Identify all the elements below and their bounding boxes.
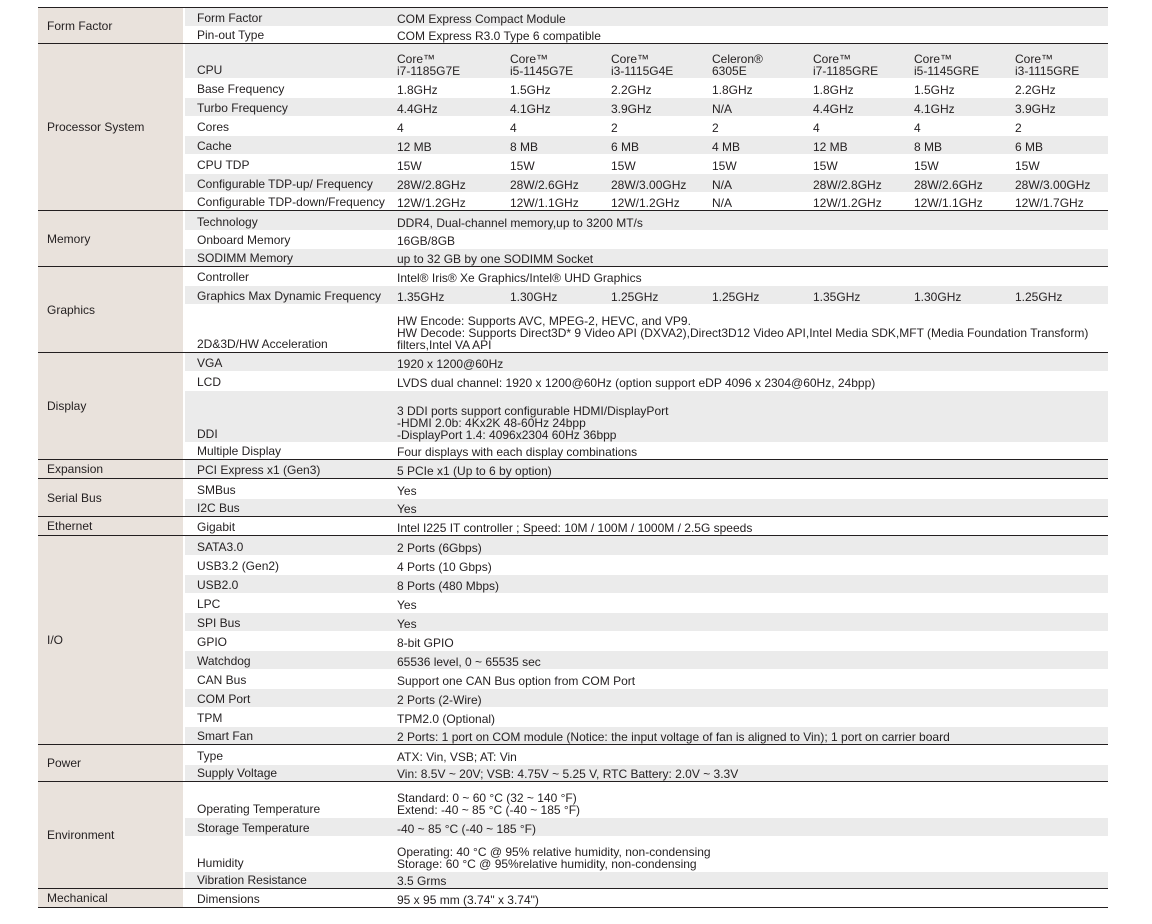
- spec-value-cell: 3.9GHz: [1015, 102, 1056, 116]
- table-row: [185, 555, 1108, 574]
- table-row: [185, 135, 1108, 154]
- spec-value: Support one CAN Bus option from COM Port: [397, 674, 636, 688]
- spec-value-cell: 1.35GHz: [813, 290, 861, 304]
- spec-label: Pin-out Type: [197, 28, 265, 42]
- spec-label: Type: [197, 749, 224, 763]
- spec-label: USB3.2 (Gen2): [197, 559, 280, 573]
- spec-label: 2D&3D/HW Acceleration: [197, 337, 328, 351]
- spec-value: Yes: [397, 617, 417, 631]
- spec-label: Watchdog: [197, 654, 251, 668]
- spec-rows: [185, 44, 1108, 210]
- spec-label: Base Frequency: [197, 82, 285, 96]
- table-row: [185, 889, 1108, 907]
- section-form-factor: [38, 7, 1108, 44]
- spec-label: Vibration Resistance: [197, 873, 307, 887]
- spec-label: Supply Voltage: [197, 766, 278, 780]
- spec-value-cell: Core™ i3-1115G4E: [611, 52, 674, 78]
- spec-rows: [185, 889, 1108, 907]
- spec-value: 16GB/8GB: [397, 234, 456, 248]
- spec-label: COM Port: [197, 692, 251, 706]
- spec-rows: [185, 211, 1108, 266]
- spec-label: Turbo Frequency: [197, 101, 288, 115]
- spec-value-cell: 1.30GHz: [914, 290, 962, 304]
- spec-value: ATX: Vin, VSB; AT: Vin: [397, 750, 517, 764]
- table-row: [185, 871, 1108, 888]
- table-row: [185, 248, 1108, 266]
- spec-value-cell: 15W: [813, 159, 838, 173]
- category-label: Power: [38, 745, 185, 781]
- spec-rows: [185, 536, 1108, 744]
- spec-value-cell: 12W/1.1GHz: [510, 196, 579, 210]
- table-row: [185, 44, 1108, 78]
- spec-value-cell: Core™ i5-1145G7E: [510, 52, 574, 78]
- spec-label: Technology: [197, 215, 258, 229]
- spec-label: Smart Fan: [197, 729, 254, 743]
- spec-label: Controller: [197, 270, 250, 284]
- spec-label: DDI: [197, 427, 218, 441]
- spec-value-cell: 1.5GHz: [914, 83, 955, 97]
- spec-value-cell: 28W/3.00GHz: [611, 178, 687, 192]
- table-row: [185, 442, 1108, 459]
- spec-value-columns: [385, 179, 1116, 191]
- spec-value-cell: 2.2GHz: [1015, 83, 1056, 97]
- spec-rows: [185, 745, 1108, 781]
- table-row: [185, 817, 1108, 836]
- table-row: [185, 479, 1108, 498]
- table-row: [185, 390, 1108, 442]
- spec-label: Gigabit: [197, 520, 236, 534]
- spec-value-cell: 2: [712, 121, 719, 135]
- spec-label: USB2.0: [197, 578, 239, 592]
- section-i-o: [38, 536, 1108, 745]
- spec-value-cell: 12 MB: [397, 140, 432, 154]
- spec-value-columns: [385, 291, 1116, 303]
- spec-value: HW Encode: Supports AVC, MPEG-2, HEVC, and VP9. HW Decode: Supports Direct3D* 9 Video API (DXVA2),Direct3D12 Video API,Intel Media SDK,MFT (Media Foundation Transform) filters,Intel VA API: [397, 314, 1089, 352]
- table-row: [185, 173, 1108, 192]
- table-row: [185, 726, 1108, 744]
- spec-value-cell: 4 MB: [712, 140, 741, 154]
- spec-value-cell: Celeron® 6305E: [712, 52, 763, 78]
- table-row: [185, 707, 1108, 726]
- spec-rows: [185, 460, 1108, 478]
- spec-label: LPC: [197, 597, 221, 611]
- category-label: Display: [38, 353, 185, 459]
- spec-value: 2 Ports: 1 port on COM module (Notice: the input voltage of fan is aligned to Vin); 1 port on carrier board: [397, 730, 950, 744]
- category-label: Environment: [38, 782, 185, 888]
- table-row: [185, 267, 1108, 285]
- category-label: Mechanical: [38, 889, 185, 907]
- spec-label: SPI Bus: [197, 616, 241, 630]
- spec-value-cell: 15W: [1015, 159, 1040, 173]
- spec-value: Yes: [397, 502, 417, 516]
- spec-value-cell: 12W/1.2GHz: [813, 196, 882, 210]
- table-row: [185, 116, 1108, 135]
- spec-value-cell: 4: [397, 121, 404, 135]
- table-row: [185, 669, 1108, 688]
- table-row: [185, 631, 1108, 650]
- spec-value-cell: 6 MB: [611, 140, 640, 154]
- spec-value-cell: 28W/3.00GHz: [1015, 178, 1091, 192]
- section-ethernet: [38, 517, 1108, 536]
- spec-value-columns: [385, 122, 1116, 134]
- section-expansion: [38, 460, 1108, 479]
- spec-table: [38, 7, 1108, 908]
- spec-value-cell: 28W/2.6GHz: [914, 178, 983, 192]
- section-processor-system: [38, 44, 1108, 211]
- table-row: [185, 650, 1108, 669]
- spec-label: Storage Temperature: [197, 821, 310, 835]
- spec-value: Yes: [397, 484, 417, 498]
- spec-label: TPM: [197, 711, 223, 725]
- spec-value-cell: 12 MB: [813, 140, 848, 154]
- section-environment: [38, 782, 1108, 889]
- table-row: [185, 460, 1108, 478]
- table-row: [185, 764, 1108, 781]
- table-row: [185, 78, 1108, 97]
- category-label: Graphics: [38, 267, 185, 352]
- table-row: [185, 745, 1108, 764]
- table-row: [185, 536, 1108, 555]
- spec-value-cell: 6 MB: [1015, 140, 1044, 154]
- category-label: I/O: [38, 536, 185, 744]
- spec-value-cell: 1.5GHz: [510, 83, 551, 97]
- spec-value: COM Express Compact Module: [397, 12, 566, 26]
- spec-label: Graphics Max Dynamic Frequency: [197, 289, 382, 303]
- spec-value: 4 Ports (10 Gbps): [397, 560, 492, 574]
- spec-value: up to 32 GB by one SODIMM Socket: [397, 252, 594, 266]
- spec-value-cell: 1.8GHz: [397, 83, 438, 97]
- spec-value-cell: 15W: [914, 159, 939, 173]
- spec-value: 5 PCIe x1 (Up to 6 by option): [397, 464, 552, 478]
- spec-value-columns: [385, 160, 1116, 172]
- spec-label: CPU TDP: [197, 158, 250, 172]
- table-row: [185, 26, 1108, 43]
- spec-label: CPU: [197, 63, 223, 77]
- section-memory: [38, 211, 1108, 267]
- spec-rows: [185, 479, 1108, 516]
- spec-value-cell: 12W/1.2GHz: [611, 196, 680, 210]
- spec-value-columns: [385, 103, 1116, 115]
- spec-label: Multiple Display: [197, 444, 282, 458]
- spec-label: VGA: [197, 356, 223, 370]
- spec-value-cell: Core™ i7-1185G7E: [397, 52, 461, 78]
- spec-value-cell: 1.25GHz: [712, 290, 760, 304]
- spec-label: Operating Temperature: [197, 802, 321, 816]
- spec-label: Cores: [197, 120, 230, 134]
- spec-label: Cache: [197, 139, 232, 153]
- category-label: Memory: [38, 211, 185, 266]
- spec-value-columns: [385, 84, 1116, 96]
- spec-value: Four displays with each display combinations: [397, 445, 638, 459]
- spec-value-cell: 4.1GHz: [914, 102, 955, 116]
- table-row: [185, 154, 1108, 173]
- table-row: [185, 353, 1108, 371]
- spec-value: 8-bit GPIO: [397, 636, 454, 650]
- table-row: [185, 517, 1108, 535]
- spec-label: Configurable TDP-down/Frequency: [197, 195, 385, 209]
- spec-value: Yes: [397, 598, 417, 612]
- spec-value: Standard: 0 ~ 60 °C (32 ~ 140 °F) Extend: -40 ~ 85 °C (-40 ~ 185 °F): [397, 791, 581, 817]
- spec-value-cell: 4.1GHz: [510, 102, 551, 116]
- table-row: [185, 574, 1108, 593]
- spec-value: TPM2.0 (Optional): [397, 712, 496, 726]
- spec-value: Operating: 40 °C @ 95% relative humidity, non-condensing Storage: 60 °C @ 95%relative humidity, non-condensing: [397, 845, 711, 871]
- spec-rows: [185, 517, 1108, 535]
- spec-value-cell: 4.4GHz: [397, 102, 438, 116]
- spec-value-cell: 3.9GHz: [611, 102, 652, 116]
- spec-value-cell: 15W: [510, 159, 535, 173]
- table-row: [185, 304, 1108, 352]
- spec-label: Humidity: [197, 856, 244, 870]
- spec-label: Dimensions: [197, 892, 260, 906]
- table-row: [185, 97, 1108, 116]
- spec-value-cell: N/A: [712, 196, 733, 210]
- spec-value-cell: 8 MB: [510, 140, 539, 154]
- spec-value-cell: 2.2GHz: [611, 83, 652, 97]
- spec-value-cell: N/A: [712, 102, 733, 116]
- spec-value-cell: 1.25GHz: [1015, 290, 1063, 304]
- spec-value-cell: 1.8GHz: [712, 83, 753, 97]
- spec-label: Form Factor: [197, 11, 263, 25]
- spec-rows: [185, 8, 1108, 43]
- table-row: [185, 371, 1108, 390]
- spec-label: SATA3.0: [197, 540, 244, 554]
- spec-value: 95 x 95 mm (3.74" x 3.74"): [397, 893, 539, 907]
- table-row: [185, 211, 1108, 230]
- table-row: [185, 230, 1108, 248]
- spec-value-columns: [385, 197, 1116, 209]
- table-row: [185, 612, 1108, 631]
- spec-label: I2C Bus: [197, 501, 240, 515]
- spec-value-cell: 1.30GHz: [510, 290, 558, 304]
- table-row: [185, 498, 1108, 516]
- spec-value-cell: 1.8GHz: [813, 83, 854, 97]
- section-serial-bus: [38, 479, 1108, 517]
- category-label: Serial Bus: [38, 479, 185, 516]
- spec-value: 3.5 Grms: [397, 874, 447, 888]
- spec-value: Intel I225 IT controller ; Speed: 10M / 100M / 1000M / 2.5G speeds: [397, 521, 753, 535]
- table-row: [185, 836, 1108, 871]
- spec-value: Vin: 8.5V ~ 20V; VSB: 4.75V ~ 5.25 V, RTC Battery: 2.0V ~ 3.3V: [397, 767, 739, 781]
- spec-value-cell: 12W/1.7GHz: [1015, 196, 1084, 210]
- spec-value-cell: 12W/1.1GHz: [914, 196, 983, 210]
- table-row: [185, 593, 1108, 612]
- section-display: [38, 353, 1108, 460]
- spec-label: CAN Bus: [197, 673, 247, 687]
- spec-value: 2 Ports (2-Wire): [397, 693, 482, 707]
- spec-value-cell: Core™ i7-1185GRE: [813, 52, 879, 78]
- spec-value-cell: 15W: [712, 159, 737, 173]
- spec-value: DDR4, Dual-channel memory,up to 3200 MT/s: [397, 216, 643, 230]
- spec-label: Onboard Memory: [197, 233, 291, 247]
- spec-value: 2 Ports (6Gbps): [397, 541, 482, 555]
- spec-value: 3 DDI ports support configurable HDMI/DisplayPort -HDMI 2.0b: 4Kx2K 48-60Hz 24bpp -DisplayPort 1.4: 4096x2304 60Hz 36bpp: [397, 404, 669, 442]
- section-graphics: [38, 267, 1108, 353]
- spec-rows: [185, 267, 1108, 352]
- spec-label: SODIMM Memory: [197, 251, 293, 265]
- section-power: [38, 745, 1108, 782]
- spec-value-cell: 28W/2.8GHz: [813, 178, 882, 192]
- spec-rows: [185, 353, 1108, 459]
- spec-value-cell: 2: [1015, 121, 1022, 135]
- spec-rows: [185, 782, 1108, 888]
- category-label: Form Factor: [38, 8, 185, 43]
- spec-value-cell: 12W/1.2GHz: [397, 196, 466, 210]
- category-label: Processor System: [38, 44, 185, 210]
- spec-value-cell: 4: [914, 121, 921, 135]
- table-row: [185, 192, 1108, 210]
- spec-value-cell: 1.25GHz: [611, 290, 659, 304]
- spec-value-cell: Core™ i3-1115GRE: [1015, 52, 1080, 78]
- spec-value: 1920 x 1200@60Hz: [397, 357, 504, 371]
- spec-value-cell: 28W/2.6GHz: [510, 178, 579, 192]
- section-mechanical: [38, 889, 1108, 908]
- spec-value: 65536 level, 0 ~ 65535 sec: [397, 655, 541, 669]
- spec-value-cell: N/A: [712, 178, 733, 192]
- spec-label: LCD: [197, 375, 222, 389]
- spec-label: Configurable TDP-up/ Frequency: [197, 177, 373, 191]
- spec-value-cell: 28W/2.8GHz: [397, 178, 466, 192]
- spec-label: PCI Express x1 (Gen3): [197, 463, 321, 477]
- category-label: Ethernet: [38, 517, 185, 535]
- spec-value-cell: Core™ i5-1145GRE: [914, 52, 980, 78]
- spec-label: GPIO: [197, 635, 228, 649]
- table-row: [185, 8, 1108, 26]
- spec-value-columns: [385, 141, 1116, 153]
- spec-value-cell: 4: [813, 121, 820, 135]
- spec-label: SMBus: [197, 483, 236, 497]
- spec-value: 8 Ports (480 Mbps): [397, 579, 500, 593]
- spec-value: LVDS dual channel: 1920 x 1200@60Hz (option support eDP 4096 x 2304@60Hz, 24bpp): [397, 376, 876, 390]
- spec-value-cell: 4: [510, 121, 517, 135]
- spec-value-columns: [385, 53, 1116, 77]
- spec-value-cell: 2: [611, 121, 618, 135]
- spec-value: COM Express R3.0 Type 6 compatible: [397, 29, 601, 43]
- spec-value-cell: 8 MB: [914, 140, 943, 154]
- spec-value-cell: 15W: [611, 159, 636, 173]
- table-row: [185, 782, 1108, 817]
- category-label: Expansion: [38, 460, 185, 478]
- spec-value-cell: 1.35GHz: [397, 290, 445, 304]
- spec-value-cell: 4.4GHz: [813, 102, 854, 116]
- spec-value: Intel® Iris® Xe Graphics/Intel® UHD Graphics: [397, 271, 642, 285]
- spec-value-cell: 15W: [397, 159, 422, 173]
- spec-value: -40 ~ 85 °C (-40 ~ 185 °F): [397, 822, 536, 836]
- table-row: [185, 285, 1108, 304]
- table-row: [185, 688, 1108, 707]
